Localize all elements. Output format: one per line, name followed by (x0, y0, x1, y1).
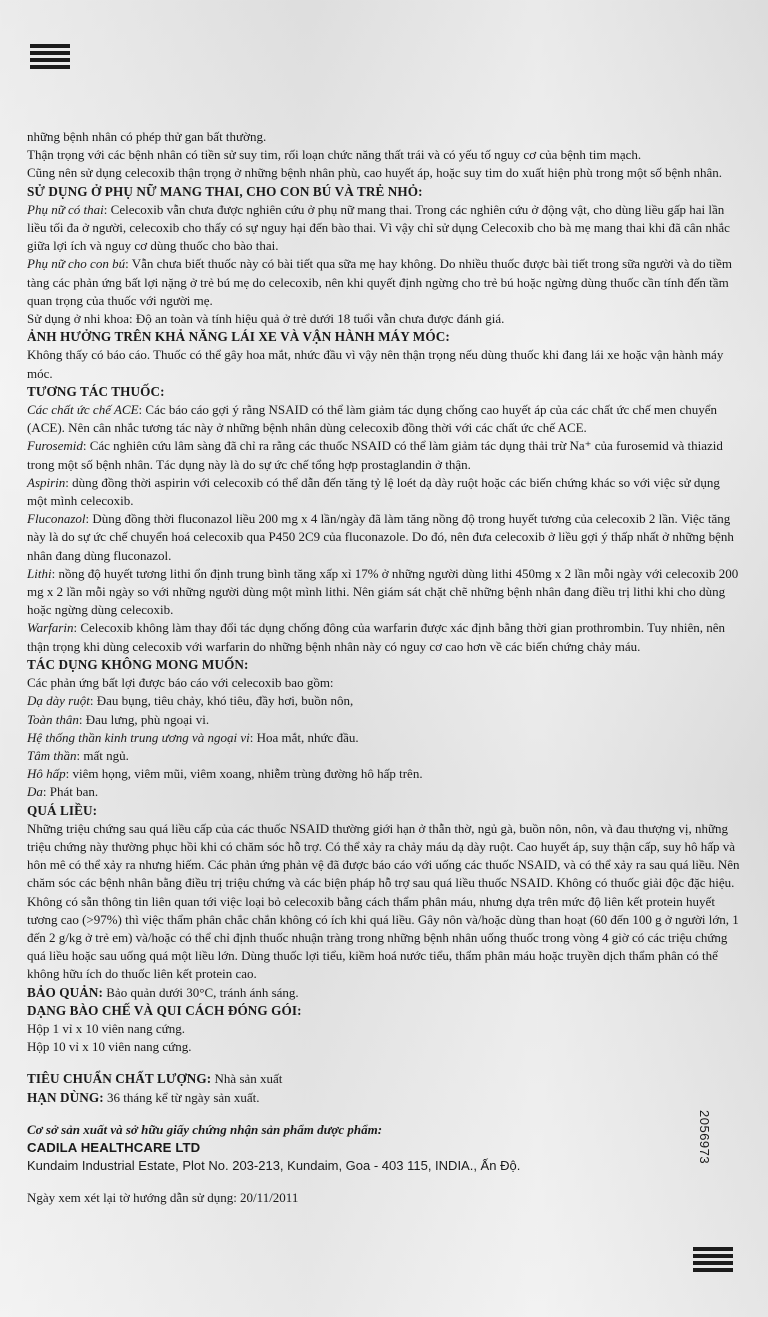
storage-text: Bảo quản dưới 30°C, tránh ánh sáng. (103, 984, 299, 1000)
spacer (27, 1056, 743, 1070)
interaction-text: : nồng độ huyết tương lithi ổn định trung bình tăng xấp xỉ 17% ở những người dùng lithi 450mg x 2 lần mỗi ngày với celecoxib 200 mg x 2 lần mỗi ngày so với những người dùng một mình lithi. Nên giám sát chặt chẽ những bệnh nhân đang điều trị lithi khi cho dùng hoặc ngừng dùng celecoxib. (27, 565, 739, 618)
nursing-paragraph (27, 255, 743, 310)
adverse-text: : viêm họng, viêm mũi, viêm xoang, nhiễm trùng đường hô hấp trên. (65, 766, 423, 782)
pregnant-paragraph (27, 201, 743, 256)
spacer (27, 1175, 743, 1189)
packaging-line-1: Hộp 1 vỉ x 10 viên nang cứng. (27, 1020, 185, 1036)
expiry-text: 36 tháng kể từ ngày sản xuất. (103, 1089, 260, 1105)
adverse-item (27, 783, 743, 801)
interaction-text: : Dùng đồng thời fluconazol liều 200 mg x 4 lần/ngày đã làm tăng nồng độ trong huyết tương của celecoxib 2 lần. Việc tăng này là do sự ức chế chuyển hoá celecoxib qua P450 2C9 của fluconazole. Do đó, nên đưa celecoxib ở liều gợi ý thấp nhất ở những bệnh nhân đang dùng fluconazol. (27, 511, 734, 563)
packaging-heading: DẠNG BÀO CHẾ VÀ QUI CÁCH ĐÓNG GÓI: (27, 1002, 302, 1018)
interaction-fluconazol (27, 510, 743, 565)
adverse-label: Tâm thần (27, 747, 77, 763)
overdose-paragraph: Những triệu chứng sau quá liều cấp của các thuốc NSAID thường giới hạn ở thẫn thờ, ngủ gà, buồn nôn, nôn, và đau thượng vị, những triệu chứng này thường phục hồi khi có chăm sóc hỗ trợ. Có thể xảy ra chảy máu dạ dày ruột. Cao huyết áp, suy thận cấp, suy hô hấp và hôn mê có thể xảy ra nhưng hiếm. Các phản ứng phản vệ đã được báo cáo với uống các thuốc NSAID, và có thể xảy ra sau quá liều. Nên chăm sóc các bệnh nhân bằng điều trị triệu chứng và các biện pháp hỗ trợ sau quá liều thuốc NSAID. Không có thuốc giải độc đặc hiệu. Không có sẵn thông tin liên quan tới việc loại bỏ celecoxib bằng cách thẩm phân máu, nhưng dựa trên mức độ liên kết protein huyết tương cao (>97%) thì việc thẩm phân chắc chắn không có ích khi quá liều. Gây nôn và/hoặc dùng than hoạt (60 đến 100 g ở người lớn, 1 đến 2 g/kg ở trẻ em) và/hoặc có thể chỉ định thuốc nhuận tràng trong những bệnh nhân uống thuốc trong vòng 4 giờ có các triệu chứng quá liều hoặc sau uống quá một liều lớn. Dùng thuốc lợi tiểu, kiềm hoá nước tiểu, thẩm phân máu hoặc truyền dịch thẩm phân có thể không hữu ích do thuốc liên kết protein cao. (27, 820, 740, 982)
driving-paragraph: Không thấy có báo cáo. Thuốc có thể gây hoa mắt, nhức đầu vì vậy nên thận trọng nếu dùng thuốc khi đang lái xe hoặc vận hành máy móc. (27, 347, 724, 381)
interaction-text: : Celecoxib không làm thay đổi tác dụng chống đông của warfarin được xác định bằng thời gian prothrombin. Tuy nhiên, nên thận trọng khi dùng celecoxib với warfarin do những bệnh nhân này có nguy cơ cao hơn về các biến chứng chảy máu. (27, 620, 726, 654)
interaction-lithi (27, 565, 743, 620)
leaflet-body (27, 128, 743, 1208)
interactions-heading: TƯƠNG TÁC THUỐC: (27, 383, 165, 399)
adverse-item (27, 765, 743, 783)
batch-code: 2056973 (697, 1110, 712, 1165)
adverse-label: Hô hấp (27, 766, 66, 782)
intro-line-2: Thận trọng với các bệnh nhân có tiền sử suy tim, rối loạn chức năng thất trái và có yếu tố nguy cơ của bệnh tim mạch. (27, 147, 642, 163)
interaction-furosemid (27, 437, 743, 473)
interaction-ace (27, 401, 743, 437)
adverse-heading: TÁC DỤNG KHÔNG MONG MUỐN: (27, 656, 249, 672)
nursing-text: : Vẫn chưa biết thuốc này có bài tiết qua sữa mẹ hay không. Do nhiều thuốc được bài tiết trong sữa người và do tiềm tàng các phản ứng bất lợi nặng ở trẻ bú mẹ do celecoxib, nên khi quyết định ngừng cho trẻ bú hoặc ngừng dùng thuốc cần tính đến tầm quan trọng của thuốc với người mẹ. (27, 256, 732, 308)
adverse-label: Hệ thống thần kinh trung ương và ngoại vi (27, 729, 250, 745)
interaction-text: : Các báo cáo gợi ý rằng NSAID có thể làm giảm tác dụng chống cao huyết áp của các chất ức chế men chuyển (ACE). Nên cân nhắc tương tác này ở những bệnh nhân dùng celecoxib đồng thời với các chất ức chế ACE. (27, 402, 718, 436)
adverse-item (27, 692, 743, 710)
interaction-aspirin (27, 474, 743, 510)
standard-line (27, 1070, 743, 1088)
packaging-line-2: Hộp 10 vỉ x 10 viên nang cứng. (27, 1039, 192, 1055)
adverse-intro: Các phản ứng bất lợi được báo cáo với celecoxib bao gồm: (27, 675, 334, 691)
pregnancy-heading: SỬ DỤNG Ở PHỤ NỮ MANG THAI, CHO CON BÚ VÀ TRẺ NHỎ: (27, 183, 423, 199)
review-date: Ngày xem xét lại tờ hướng dẫn sử dụng: 20/11/2011 (27, 1190, 299, 1206)
adverse-label: Dạ dày ruột (27, 693, 90, 709)
adverse-text: : Phát ban. (42, 784, 99, 800)
interaction-label: Furosemid (27, 438, 83, 454)
storage-line (27, 984, 743, 1002)
adverse-text: : Đau bụng, tiêu chảy, khó tiêu, đầy hơi, buồn nôn, (89, 693, 354, 709)
adverse-item (27, 729, 743, 747)
interaction-text: : Các nghiên cứu lâm sàng đã chỉ ra rằng các thuốc NSAID có thể làm giảm tác dụng thải trừ Na⁺ của furosemid và thiazid trong một số bệnh nhân. Tác dụng này là do sự ức chế tổng hợp prostaglandin ở thận. (27, 438, 723, 472)
adverse-label: Toàn thân (27, 711, 79, 727)
adverse-text: : Đau lưng, phù ngoại vi. (78, 711, 210, 727)
pregnant-label: Phụ nữ có thai (27, 201, 104, 217)
interaction-warfarin (27, 619, 743, 655)
expiry-line (27, 1089, 743, 1107)
interaction-label: Fluconazol (27, 511, 86, 527)
registration-mark-bottom (693, 1247, 733, 1275)
interaction-text: : dùng đồng thời aspirin với celecoxib có thể dẫn đến tăng tỷ lệ loét dạ dày ruột hoặc các biến chứng khác so với việc sử dụng một mình celecoxib. (27, 474, 720, 509)
adverse-item (27, 747, 743, 765)
adverse-item (27, 711, 743, 729)
pediatric-paragraph: Sử dụng ở nhi khoa: Độ an toàn và tính hiệu quả ở trẻ dưới 18 tuổi vẫn chưa được đánh giá. (27, 311, 505, 327)
interaction-label: Các chất ức chế ACE (27, 402, 139, 418)
driving-heading: ẢNH HƯỞNG TRÊN KHẢ NĂNG LÁI XE VÀ VẬN HÀNH MÁY MÓC: (27, 329, 450, 345)
spacer (27, 1107, 743, 1121)
storage-heading: BẢO QUẢN: (27, 984, 103, 1000)
expiry-heading: HẠN DÙNG: (27, 1089, 104, 1105)
standard-text: Nhà sản xuất (211, 1071, 283, 1087)
interaction-label: Warfarin (27, 620, 74, 636)
standard-heading: TIÊU CHUẨN CHẤT LƯỢNG: (27, 1071, 212, 1087)
interaction-label: Lithi (27, 565, 52, 581)
nursing-label: Phụ nữ cho con bú (27, 256, 126, 272)
adverse-text: : Hoa mắt, nhức đầu. (249, 729, 359, 745)
manufacturer-name: CADILA HEALTHCARE LTD (27, 1139, 201, 1155)
intro-line-3: Cũng nên sử dụng celecoxib thận trọng ở những bệnh nhân phù, cao huyết áp, hoặc suy tim do xuất hiện phù trong một số bệnh nhân. (27, 165, 723, 181)
registration-mark-top (30, 44, 70, 72)
adverse-text: : mất ngủ. (76, 747, 129, 763)
adverse-label: Da (27, 784, 43, 800)
interaction-label: Aspirin (27, 474, 66, 490)
manufacturer-label: Cơ sở sản xuất và sở hữu giấy chứng nhận sản phẩm dược phẩm: (27, 1121, 383, 1137)
pregnant-text: : Celecoxib vẫn chưa được nghiên cứu ở phụ nữ mang thai. Trong các nghiên cứu ở động vật, cho dùng liều gấp hai lần liều tối đa ở người, celecoxib cho thấy có sự nguy hại đến bào thai. Vì vậy chỉ sử dụng Celecoxib cho bà mẹ mang thai khi đã cân nhắc giữa lợi ích và nguy cơ dùng thuốc cho bào thai. (27, 201, 730, 254)
manufacturer-address: Kundaim Industrial Estate, Plot No. 203-213, Kundaim, Goa - 403 115, INDIA., Ấn Độ. (27, 1158, 521, 1174)
overdose-heading: QUÁ LIỀU: (27, 802, 98, 818)
intro-line-1: những bệnh nhân có phép thử gan bất thường. (27, 129, 267, 144)
